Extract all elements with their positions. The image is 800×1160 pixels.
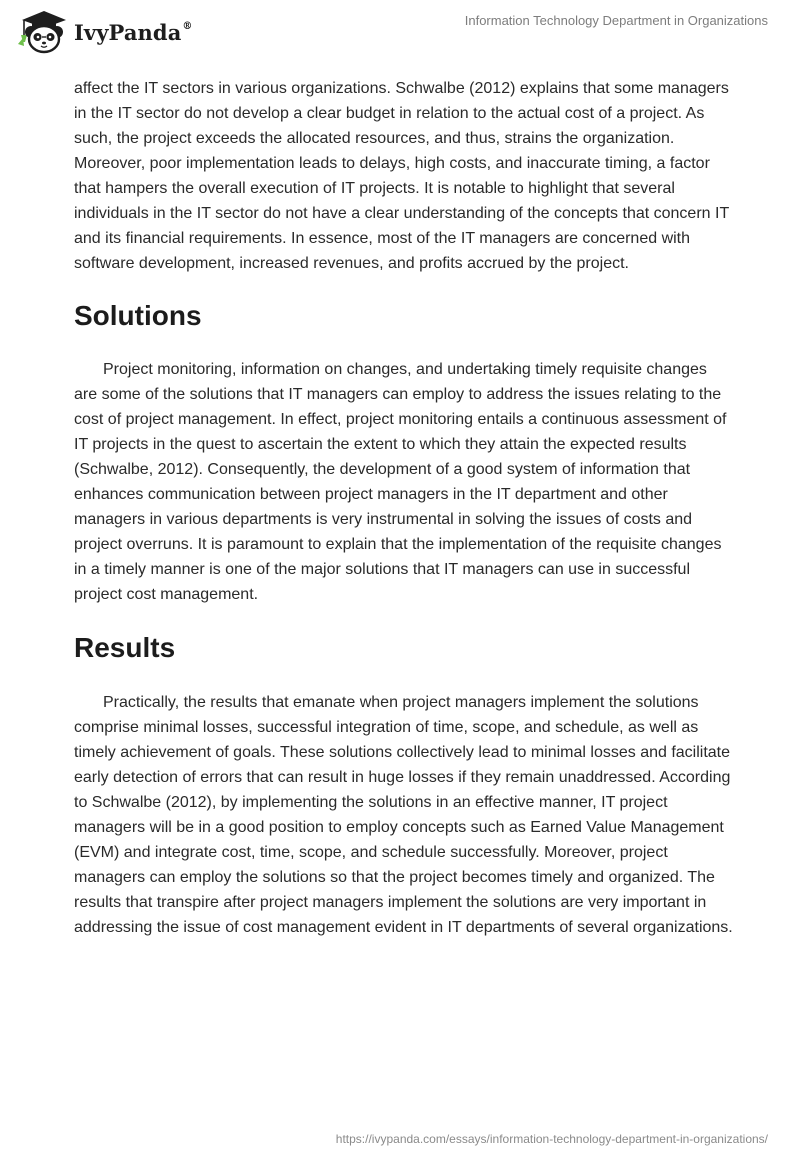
results-heading: Results (74, 632, 176, 663)
source-url[interactable]: https://ivypanda.com/essays/information-technology-department-in-organizations/ (335, 1132, 768, 1146)
solutions-paragraph: Project monitoring, information on changes, and undertaking timely requisite changes are some of the solutions that IT managers can employ to address the issues relating to the cost of project management. In effect, project monitoring entails a continuous assessment of IT projects in the quest to ascertain the extent to which they attain the expected results (Schwalbe, 2012). Consequently, the development of a good system of information that enhances communication between project managers in the IT department and other managers in various departments is very instrumental in solving the issues of costs and project overruns. It is paramount to explain that the implementation of the requisite changes in a timely manner is one of the major solutions that IT managers can use in successful project cost management. (74, 361, 727, 603)
document-title: Information Technology Department in Organizations (464, 13, 768, 28)
panda-graduate-icon (14, 8, 72, 54)
results-paragraph: Practically, the results that emanate when project managers implement the solutions comprise minimal losses, successful integration of time, scope, and schedule, as well as timely achievement of goals. These solutions collectively lead to minimal losses and facilitate early detection of errors that can result in huge losses if they remain unaddressed. According to Schwalbe (2012), by implementing the solutions in an effective manner, IT project managers will be in a good position to employ concepts such as Earned Value Management (EVM) and integrate cost, time, scope, and schedule successfully. Moreover, project managers can employ the solutions so that the project becomes timely and organized. The results that transpire after project managers implement the solutions are very important in addressing the issue of cost management evident in IT departments of several organizations. (74, 694, 733, 936)
essay-content (74, 76, 734, 940)
brand-name: IvyPanda® (74, 19, 193, 45)
ivypanda-logo[interactable] (14, 8, 193, 54)
solutions-heading: Solutions (74, 300, 202, 331)
intro-paragraph: affect the IT sectors in various organizations. Schwalbe (2012) explains that some managers in the IT sector do not develop a clear budget in relation to the actual cost of a project. As such, the project exceeds the allocated resources, and thus, strains the organization. Moreover, poor implementation leads to delays, high costs, and inaccurate timing, a factor that hampers the overall execution of IT projects. It is notable to highlight that several individuals in the IT sector do not have a clear understanding of the concepts that concern IT and its financial requirements. In essence, most of the IT managers are concerned with software development, increased revenues, and profits accrued by the project. (74, 80, 729, 272)
page-header (0, 0, 800, 62)
